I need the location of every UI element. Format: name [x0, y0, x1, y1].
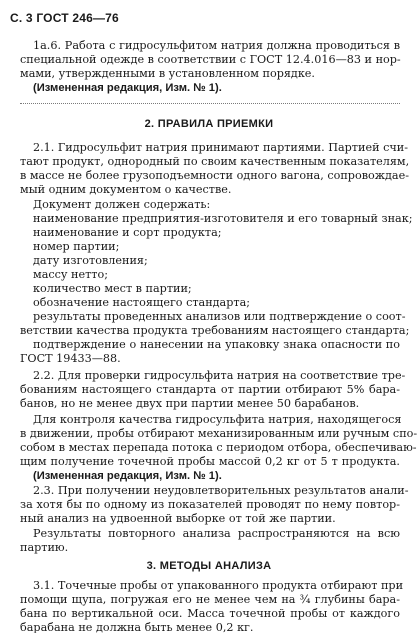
document-item: наименование и сорт продукта; — [33, 226, 222, 239]
document-item: массу нетто; — [33, 268, 109, 281]
paragraph-22b-line-4: щим получение точечной пробы массой 0,2 кг от 5 т продукта. — [20, 455, 400, 468]
results-line-2: ветствии качества продукта требованиям настоящего стандарта; — [20, 324, 410, 337]
paragraph-23b-line-2: партию. — [20, 541, 69, 554]
paragraph-23b-line-1: Результаты повторного анализа распространяются на всю — [33, 527, 400, 540]
document-item: обозначение настоящего стандарта; — [33, 296, 251, 309]
paragraph-21-line-1: 2.1. Гидросульфит натрия принимают партиями. Партией счи- — [33, 141, 408, 154]
paragraph-23-line-1: 2.3. При получении неудовлетворительных результатов анали- — [33, 484, 409, 497]
paragraph-22-line-3: банов, но не менее двух при партии менее 50 барабанов. — [20, 397, 360, 410]
paragraph-31-line-3: бана по вертикальной оси. Масса точечной пробы от каждого — [20, 607, 400, 620]
document-item: наименование предприятия-изготовителя и его товарный знак; — [33, 212, 413, 225]
results-line-4: ГОСТ 19433—88. — [20, 352, 121, 365]
paragraph-22b-line-3: собом в местах перепада потока с периодом отбора, обеспечиваю- — [20, 441, 417, 454]
page-header: С. 3 ГОСТ 246—76 — [10, 11, 119, 25]
amendment-note-2: (Измененная редакция, Изм. № 1). — [33, 470, 222, 482]
amendment-note-1: (Измененная редакция, Изм. № 1). — [33, 82, 222, 94]
paragraph-23-line-3: ный анализ на удвоенной выборке от той же партии. — [20, 512, 336, 525]
paragraph-21-line-2: тают продукт, однородный по своим качественным показателям, — [20, 155, 410, 168]
paragraph-22b-line-1: Для контроля качества гидросульфита натрия, находящегося — [33, 413, 402, 426]
document-item: количество мест в партии; — [33, 282, 192, 295]
paragraph-22-line-1: 2.2. Для проверки гидросульфита натрия на соответствие тре- — [33, 369, 406, 382]
paragraph-1a6-line-1: 1а.6. Работа с гидросульфитом натрия должна проводиться в — [33, 39, 400, 52]
paragraph-1a6-line-3: мами, утвержденными в установленном порядке. — [20, 67, 315, 80]
document-item: дату изготовления; — [33, 254, 148, 267]
document-item: номер партии; — [33, 240, 120, 253]
results-line-1: результаты проведенных анализов или подтверждение о соот- — [33, 310, 406, 323]
paragraph-31-line-2: помощи щупа, погружая его не менее чем на ¾ глубины бара- — [20, 593, 400, 606]
paragraph-22-line-2: бованиям настоящего стандарта от партии отбирают 5% бара- — [20, 383, 400, 396]
paragraph-21-line-3: в массе не более грузоподъемности одного вагона, сопровождае- — [20, 169, 409, 182]
paragraph-23-line-2: за хотя бы по одному из показателей проводят по нему повтор- — [20, 498, 400, 511]
divider-rule-1 — [20, 103, 400, 104]
document-contents-intro: Документ должен содержать: — [33, 198, 211, 211]
section-2-title: 2. ПРАВИЛА ПРИЕМКИ — [144, 118, 274, 130]
section-3-title: 3. МЕТОДЫ АНАЛИЗА — [146, 560, 272, 572]
paragraph-31-line-4: барабана не должна быть менее 0,2 кг. — [20, 621, 254, 633]
results-line-3: подтверждение о нанесении на упаковку знака опасности по — [33, 338, 400, 351]
paragraph-1a6-line-2: специальной одежде в соответствии с ГОСТ 12.4.016—83 и нор- — [20, 53, 401, 66]
paragraph-31-line-1: 3.1. Точечные пробы от упакованного продукта отбирают при — [33, 579, 404, 592]
paragraph-22b-line-2: в движении, пробы отбирают механизированным или ручным спо- — [20, 427, 418, 440]
paragraph-21-line-4: мый одним документом о качестве. — [20, 183, 232, 196]
